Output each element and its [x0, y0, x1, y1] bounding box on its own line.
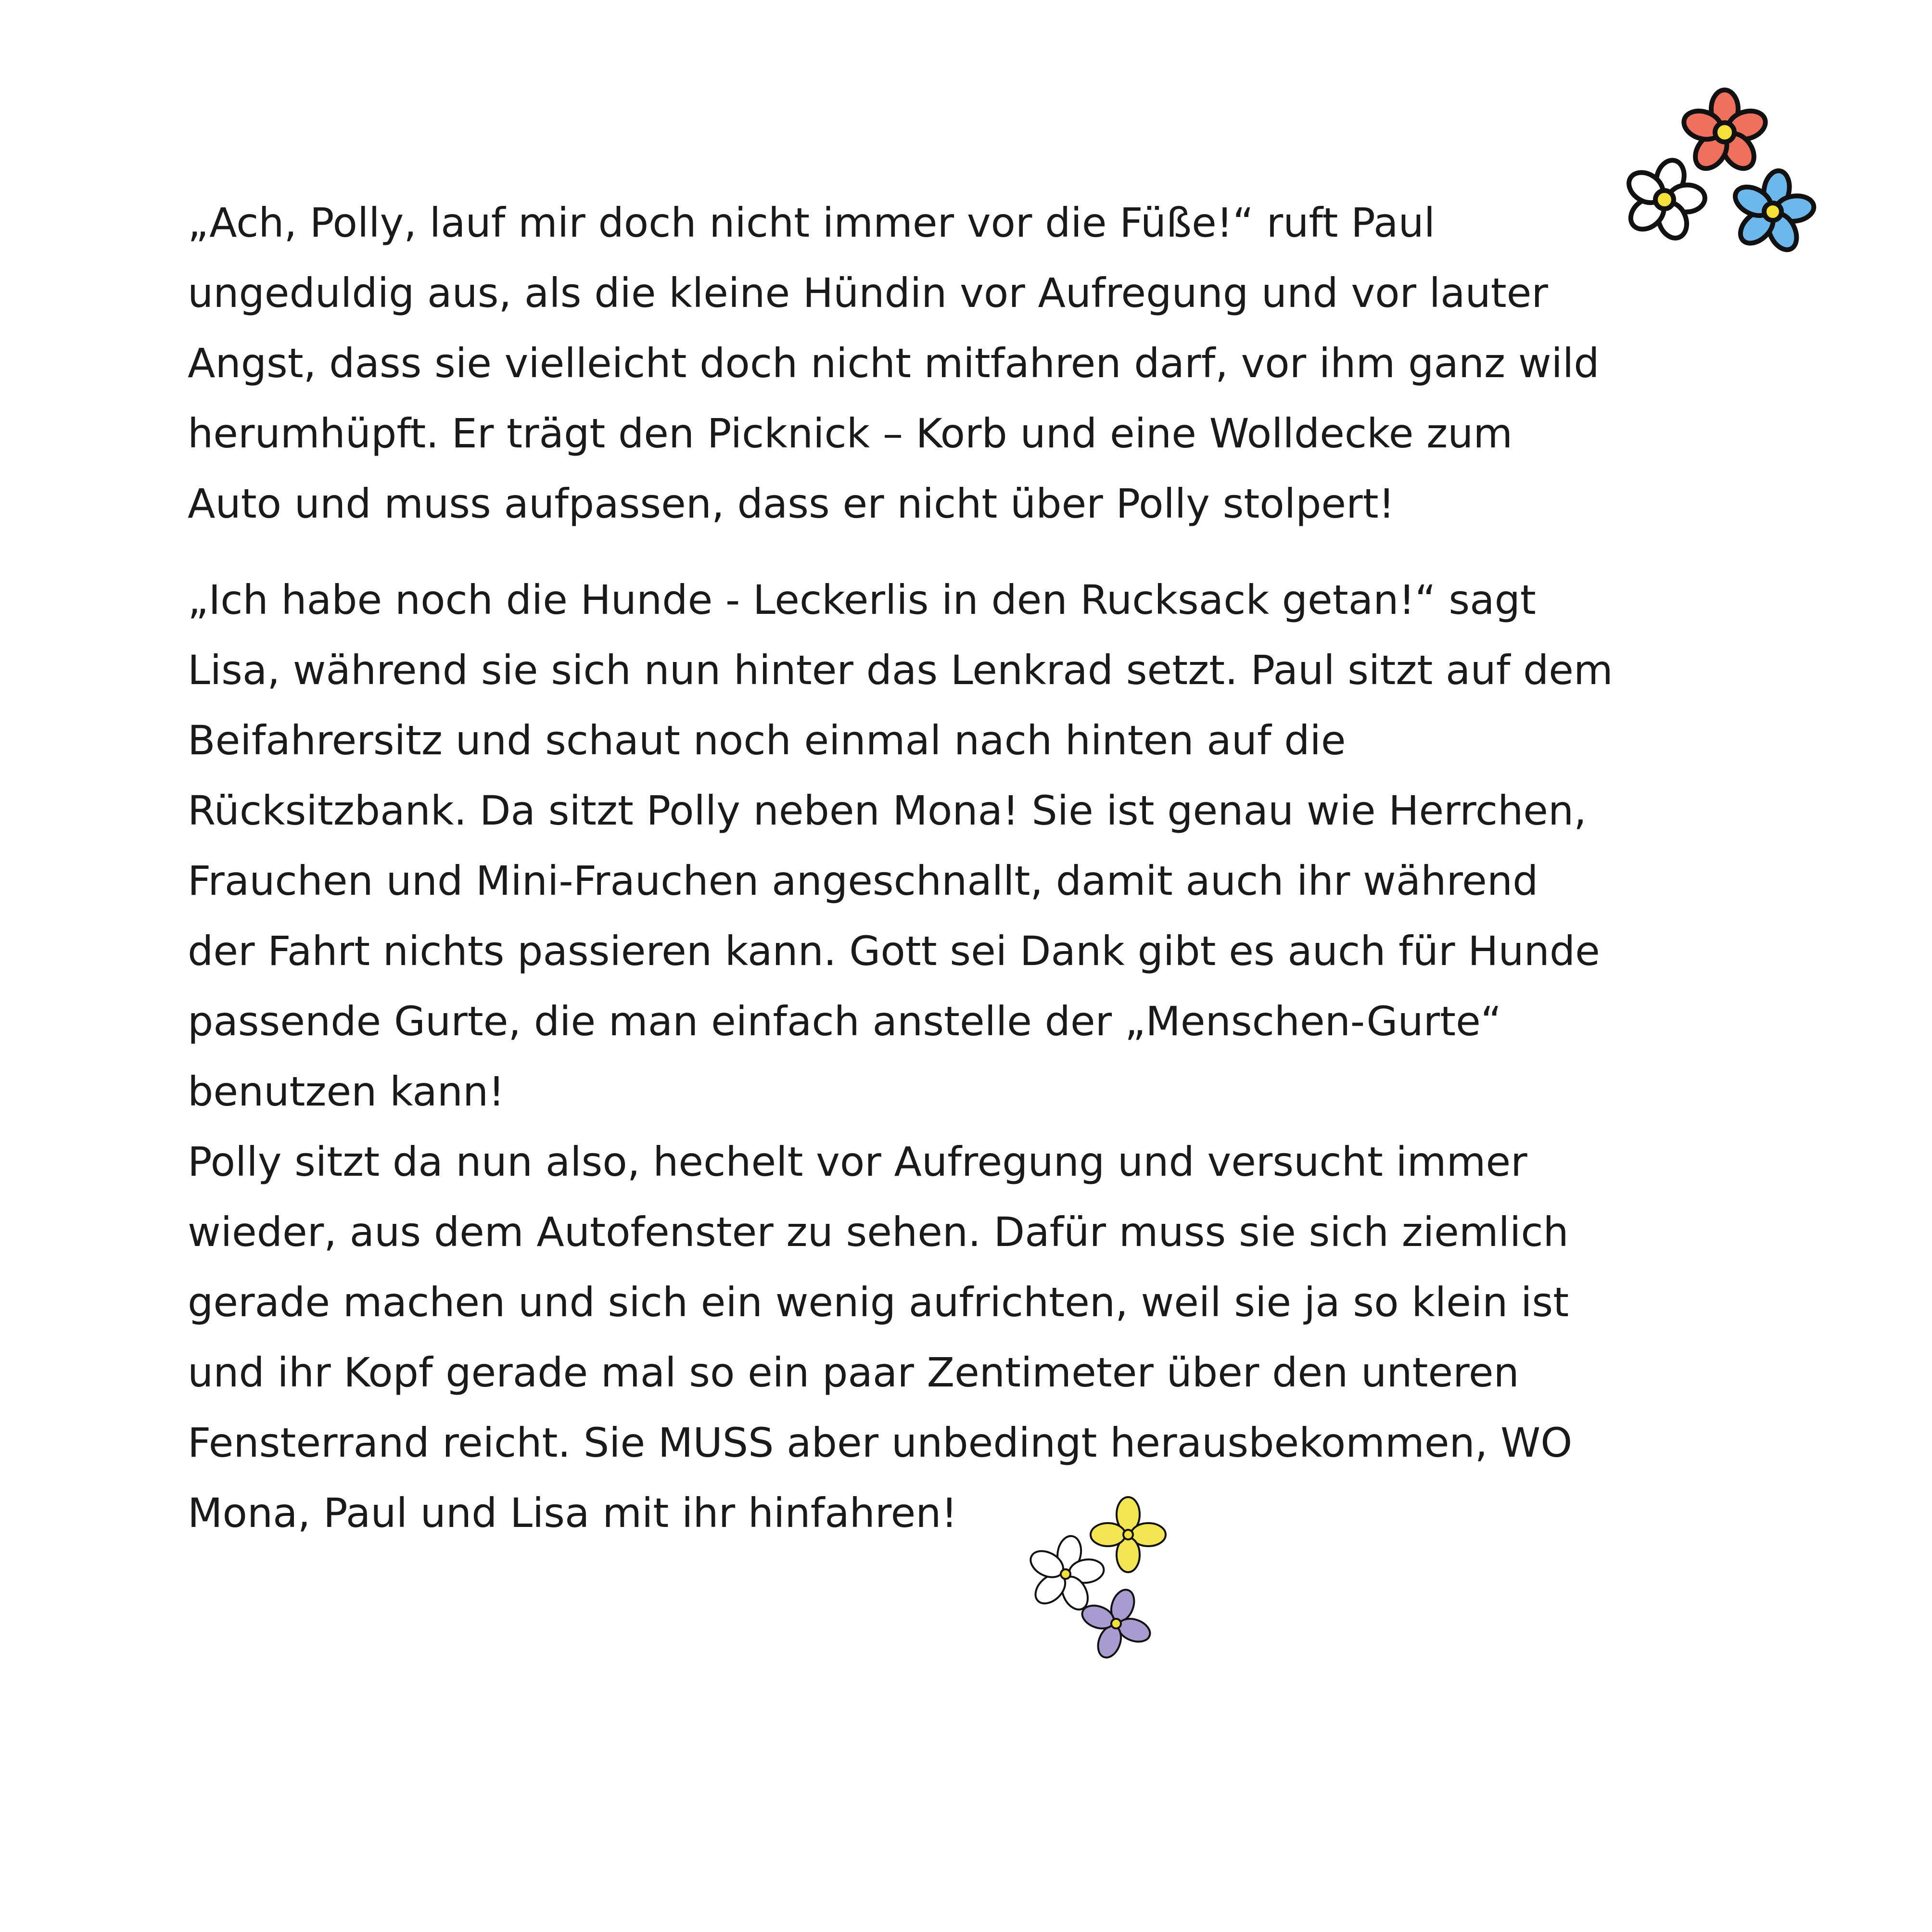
text-line: Mona, Paul und Lisa mit ihr hinfahren! — [188, 1489, 958, 1537]
text-line: und ihr Kopf gerade mal so ein paar Zentimeter über den unteren — [188, 1349, 1519, 1396]
text-line: herumhüpft. Er trägt den Picknick – Korb und eine Wolldecke zum — [188, 410, 1513, 457]
white-flower-icon — [1026, 1534, 1105, 1614]
text-line: ungeduldig aus, als die kleine Hündin vor Aufregung und vor lauter — [188, 269, 1548, 317]
text-line: Frauchen und Mini-Frauchen angeschnallt, damit auch ihr während — [188, 857, 1538, 904]
text-line: passende Gurte, die man einfach anstelle der „Menschen-Gurte“ — [188, 998, 1502, 1045]
flower-cluster-bottom — [1015, 1487, 1174, 1660]
text-line: benutzen kann! — [188, 1068, 505, 1115]
red-flower-icon — [1680, 90, 1769, 175]
text-line: Beifahrersitz und schaut noch einmal nach hinten auf die — [188, 717, 1346, 764]
yellow-flower-icon — [1091, 1497, 1166, 1572]
text-line: der Fahrt nichts passieren kann. Gott sei Dank gibt es auch für Hunde — [188, 928, 1600, 975]
paragraph-1 — [188, 188, 1756, 539]
text-line: Angst, dass sie vielleicht doch nicht mitfahren darf, vor ihm ganz wild — [188, 340, 1600, 387]
paragraph-spacer — [188, 539, 1756, 565]
text-line: „Ich habe noch die Hunde - Leckerlis in den Rucksack getan!“ sagt — [188, 576, 1536, 623]
text-line: Polly sitzt da nun also, hechelt vor Aufregung und versucht immer — [188, 1138, 1527, 1185]
text-line: Rücksitzbank. Da sitzt Polly neben Mona! Sie ist genau wie Herrchen, — [188, 787, 1587, 834]
text-line: Lisa, während sie sich nun hinter das Lenkrad setzt. Paul sitzt auf dem — [188, 647, 1613, 694]
text-line: gerade machen und sich ein wenig aufrichten, weil sie ja so klein ist — [188, 1279, 1569, 1326]
paragraph-2 — [188, 565, 1756, 1548]
text-line: Fensterrand reicht. Sie MUSS aber unbedingt herausbekommen, WO — [188, 1419, 1573, 1466]
text-line: wieder, aus dem Autofenster zu sehen. Dafür muss sie sich ziemlich — [188, 1208, 1569, 1256]
story-text — [188, 188, 1756, 1548]
text-line: „Ach, Polly, lauf mir doch nicht immer vor die Füße!“ ruft Paul — [188, 199, 1436, 246]
purple-flower-icon — [1079, 1587, 1153, 1661]
text-line: Auto und muss aufpassen, dass er nicht über Polly stolpert! — [188, 480, 1395, 527]
flower-cluster-bottom-graphic — [1015, 1487, 1174, 1660]
